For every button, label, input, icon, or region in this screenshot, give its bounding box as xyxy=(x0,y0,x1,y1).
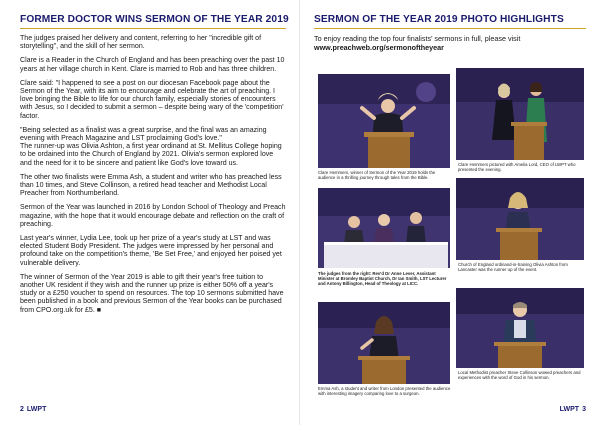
article-paragraph: Last year's winner, Lydia Lee, took up her prize of a year's study at LST and was elected Student Body President. The judges were impressed by her personal and profound take on the competition's theme, 'Be Set Free,' and enjoyed her poised yet vulnerable delivery. xyxy=(20,235,282,267)
article-paragraph: "Being selected as a finalist was a great surprise, and the final was an amazing evening with Preach Magazine and LST proclaiming God's love." xyxy=(20,126,267,143)
left-folio xyxy=(20,406,46,413)
article-paragraph: The judges praised her delivery and content, referring to her "incredible gift of storytelling", and the skill of her sermon. xyxy=(20,35,262,51)
photo-clare-and-amelia xyxy=(456,68,584,160)
photo-olivia-ashton xyxy=(456,178,584,260)
sermon-url-link[interactable]: www.preachweb.org/sermonoftheyear xyxy=(314,42,444,52)
photo-caption: Emma Ash, a student and writer from London presented the audience with interesting imagery comparing love to a surgeon. xyxy=(318,386,451,397)
photo-caption: The judges from the right: Rev'd Dr Anne Lever, Assistant Minister at Bromley Baptist Church, Dr Ian Smith, LST Lecturer and Antony Billington, Head of Theology at LICC. xyxy=(318,271,447,287)
photo-judges-panel xyxy=(318,188,450,268)
article-paragraph: The runner-up was Olivia Ashton, a first year ordinand at St. Mellitus College hoping to be ordained into the Church of England by 2021. Olivia's sermon explored love and the need for it to be sincere and patient like God's love toward us. xyxy=(20,143,282,167)
page-number: 3 xyxy=(582,406,586,413)
article-paragraph: Clare is a Reader in the Church of England and has been preaching over the past 10 years at her village church in Kent. Clare is married to Rob and has three children. xyxy=(20,57,285,73)
intro-sentence: To enjoy reading the top four finalists' sermons in full, please visit xyxy=(314,34,521,43)
photo-caption: Clare Hemmers, winner of Sermon of the Year 2019 holds the audience in a thrilling journey through tales from the Bible. xyxy=(318,170,436,181)
left-headline: FORMER DOCTOR WINS SERMON OF THE YEAR 2019 xyxy=(20,14,286,29)
photo-caption: Clare Hemmers pictured with Amelia Lord, CEO of LWPT who presented the evening. xyxy=(458,162,576,173)
photo-caption: Church of England ordinand-in-training Olivia Ashton from Lancaster was the runner up of the event. xyxy=(458,262,568,273)
magazine-name: LWPT xyxy=(559,406,580,413)
right-headline: SERMON OF THE YEAR 2019 PHOTO HIGHLIGHTS xyxy=(314,14,586,29)
right-folio xyxy=(560,406,586,413)
article-paragraph: Sermon of the Year was launched in 2016 by London School of Theology and Preach magazine, with the hope that it would encourage debate and reflection on the craft of preaching. xyxy=(20,204,286,228)
magazine-name: LWPT xyxy=(26,406,47,413)
page-number: 2 xyxy=(20,406,24,413)
article-paragraph: Clare said: "I happened to see a post on our diocesan Facebook page about the Sermon of the Year, with its aim to encourage and celebrate the art of preaching. I love bringing the Bible to life for our church family, especially stories of encounters with Jesus, so I decided to submit a sermon – despite being wary of the 'competition' factor. xyxy=(20,79,284,120)
article-paragraph: The winner of Sermon of the Year 2019 is able to gift their year's free tuition to another UK resident if they wish and the runner up prize is either 50% off a year's study or a £250 voucher to spend on resources. The top 10 sermons submitted have been published in a book and previous Sermon of the Year books can be purchased from CPO.org.uk for £5. ■ xyxy=(20,273,284,314)
article-paragraph: The other two finalists were Emma Ash, a student and writer who has preached less than 10 times, and Steve Collinson, a retired head teacher and Methodist Local Preacher from Northumberland. xyxy=(20,173,282,198)
photo-clare-preaching xyxy=(318,74,450,168)
intro-text xyxy=(314,35,586,52)
photo-emma-ash xyxy=(318,302,450,384)
photo-caption: Local Methodist preacher Steve Collinson wowed preachers and experiences with the word of God in his sermon. xyxy=(458,370,581,381)
photo-steve-collinson xyxy=(456,288,584,368)
